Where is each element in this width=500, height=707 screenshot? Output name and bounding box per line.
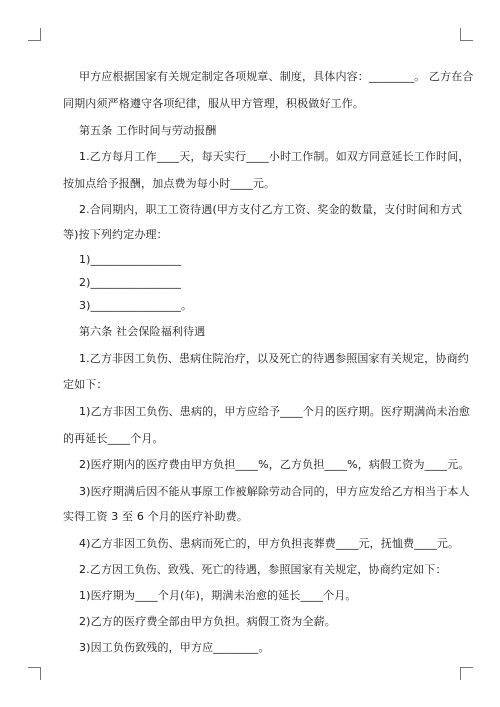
paragraph-line: 定如下：	[63, 378, 108, 391]
section-heading: 第六条 社会保险福利待遇	[79, 325, 206, 338]
paragraph-line: 3)医疗期满后因不能从事原工作被解除劳动合同的，甲方应发给乙方相当于本人	[79, 485, 470, 498]
paragraph-line: 甲方应根据国家有关规定制定各项规章、制度，具体内容：________。 乙方在合	[79, 70, 474, 83]
paragraph-line: 同期内须严格遵守各项纪律，服从甲方管理，积极做好工作。	[63, 97, 365, 110]
paragraph-line: 按加点给予报酬，加点费为每小时____元。	[63, 177, 276, 190]
paragraph-line: 2)乙方的医疗费全部由甲方负担。病假工资为全薪。	[79, 615, 336, 628]
list-item: 1)________________	[79, 253, 181, 266]
paragraph-line: 1)乙方非因工负伤、患病的，甲方应给予____个月的医疗期。医疗期满尚未治愈	[79, 405, 470, 418]
list-item: 3)________________。	[79, 299, 193, 312]
paragraph-line: 实得工资 3 至 6 个月的医疗补助费。	[63, 510, 248, 523]
paragraph-line: 的再延长____个月。	[63, 432, 164, 445]
section-heading: 第五条 工作时间与劳动报酬	[79, 124, 217, 137]
paragraph-line: 2.乙方因工负伤、致残、死亡的待遇，参照国家有关规定，协商约定如下：	[79, 563, 447, 576]
paragraph-line: 1.乙方非因工负伤、患病住院治疗，以及死亡的待遇参照国家有关规定，协商约	[79, 352, 469, 365]
paragraph-line: 3)因工负伤致残的，甲方应________。	[79, 641, 270, 654]
paragraph-line: 4)乙方非因工负伤、患病而死亡的，甲方负担丧葬费____元，抚恤费____元。	[79, 537, 460, 550]
paragraph-line: 等)按下列约定办理：	[63, 228, 168, 241]
paragraph-line: 2.合同期内，职工工资待遇(甲方支付乙方工资、奖金的数量，支付时间和方式	[79, 203, 463, 216]
paragraph-line: 2)医疗期内的医疗费由甲方负担____%，乙方负担____%，病假工资为____元。	[79, 458, 470, 471]
list-item: 2)________________	[79, 276, 181, 289]
paragraph-line: 1)医疗期为____个月(年)，期满未治愈的延长____个月。	[79, 589, 357, 602]
paragraph-line: 1.乙方每月工作____天，每天实行____小时工作制。如双方同意延长工作时间，	[79, 150, 470, 163]
